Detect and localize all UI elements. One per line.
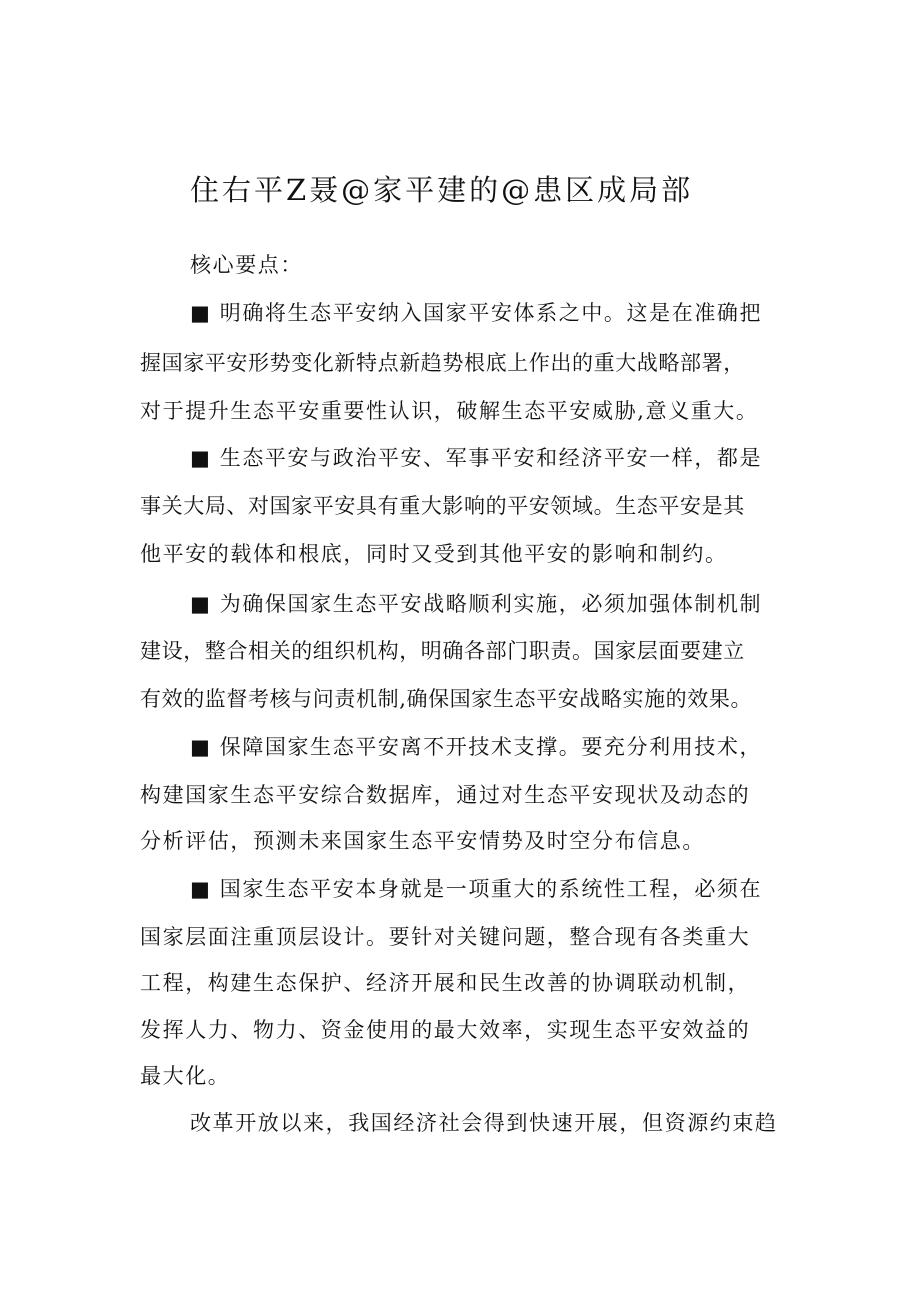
paragraph-line: 握国家平安形势变化新特点新趋势根底上作出的重大战略部署，: [140, 351, 745, 375]
paragraph-line: 发挥人力、物力、资金使用的最大效率，实现生态平安效益的: [140, 1018, 751, 1042]
paragraph-line: 改革开放以来，我国经济社会得到快速开展，但资源约束趋: [190, 1111, 778, 1135]
document-title: 住右平Z聂@家平建的@患区成局部: [190, 173, 694, 207]
paragraph-line: ■ 为确保国家生态平安战略顺利实施，必须加强体制机制: [190, 592, 763, 616]
paragraph-line: 工程，构建生态保护、经济开展和民生改善的协调联动机制，: [140, 971, 751, 995]
paragraph-line: 国家层面注重顶层设计。要针对关键问题，整合现有各类重大: [140, 925, 751, 949]
paragraph-line: 事关大局、对国家平安具有重大影响的平安领域。生态平安是其: [140, 494, 745, 518]
key-points-heading: 核心要点：: [190, 253, 303, 277]
paragraph-line: 最大化。: [140, 1064, 231, 1088]
paragraph-line: ■ 生态平安与政治平安、军事平安和经济平安一样，都是: [190, 446, 763, 470]
paragraph-line: ■ 明确将生态平安纳入国家平安体系之中。这是在准确把: [190, 301, 763, 325]
paragraph-line: 建设，整合相关的组织机构，明确各部门职责。国家层面要建立: [140, 639, 745, 663]
paragraph-line: 分析评估，预测未来国家生态平安情势及时空分布信息。: [140, 829, 705, 853]
paragraph-line: ■ 保障国家生态平安离不开技术支撑。要充分利用技术，: [190, 735, 763, 759]
paragraph-line: ■ 国家生态平安本身就是一项重大的系统性工程，必须在: [190, 877, 763, 901]
paragraph-line: 有效的监督考核与问责机制,确保国家生态平安战略实施的效果。: [140, 687, 753, 711]
paragraph-line: 对于提升生态平安重要性认识，破解生态平安威胁,意义重大。: [140, 399, 759, 423]
paragraph-line: 他平安的载体和根底，同时又受到其他平安的影响和制约。: [140, 542, 728, 566]
paragraph-line: 构建国家生态平安综合数据库，通过对生态平安现状及动态的: [140, 783, 751, 807]
